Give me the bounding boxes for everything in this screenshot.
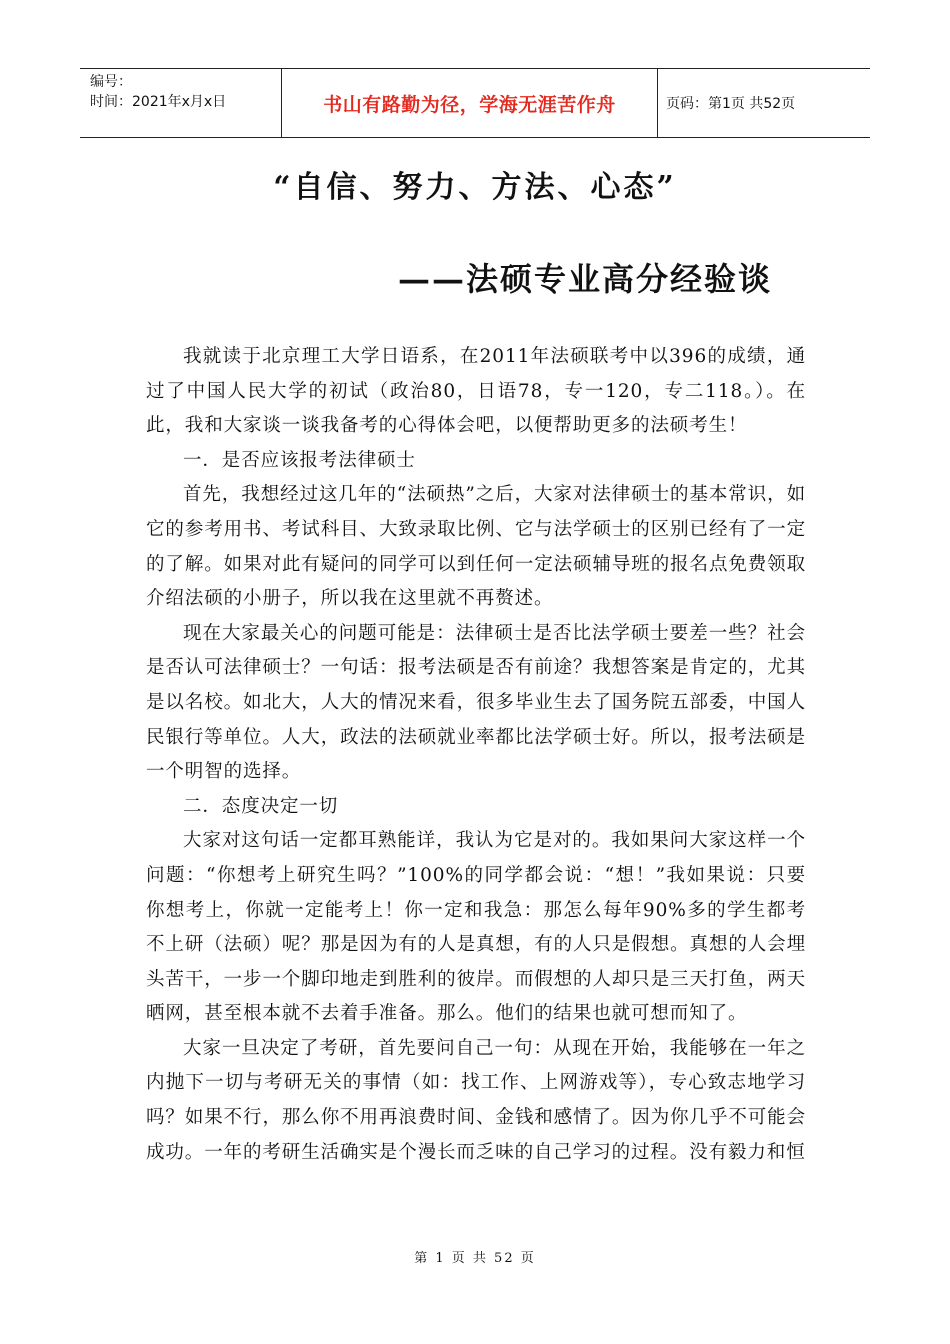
page-subtitle: ——法硕专业高分经验谈 <box>398 260 773 298</box>
paragraph-intro: 我就读于北京理工大学日语系，在2011年法硕联考中以396的成绩，通过了中国人民大学的初试（政治80，日语78，专一120，专二118。）。在此，我和大家谈一谈我备考的心得体会吧，以便帮助更多的法硕考生！ <box>146 346 806 437</box>
section-heading-2: 二．态度决定一切 <box>183 795 339 817</box>
motto: 书山有路勤为径，学海无涯苦作舟 <box>323 93 616 116</box>
page-title: “自信、努力、方法、心态” <box>273 170 677 205</box>
number-label: 编号： <box>90 74 132 90</box>
article-body <box>146 340 806 1170</box>
header-info-cell <box>80 69 282 137</box>
paragraph-2: 现在大家最关心的问题可能是：法律硕士是否比法学硕士要差一些？社会是否认可法律硕士？一句话：报考法硕是否有前途？我想答案是肯定的，尤其是以名校。如北大，人大的情况来看，很多毕业生去了国务院五部委，中国人民银行等单位。人大，政法的法硕就业率都比法学硕士好。所以，报考法硕是一个明智的选择。 <box>146 622 806 783</box>
header-table <box>80 68 870 138</box>
time-label: 时间：2021年x月x日 <box>90 94 227 110</box>
header-motto-cell <box>282 69 658 137</box>
page-code: 页码：第1页 共52页 <box>666 96 796 112</box>
header-page-cell <box>658 69 870 137</box>
paragraph-3: 大家对这句话一定都耳熟能详，我认为它是对的。我如果问大家这样一个问题：“你想考上研究生吗？”100%的同学都会说：“想！”我如果说：只要你想考上，你就一定能考上！你一定和我急：那怎么每年90%多的学生都考不上研（法硕）呢？那是因为有的人是真想，有的人只是假想。真想的人会埋头苦干，一步一个脚印地走到胜利的彼岸。而假想的人却只是三天打鱼，两天晒网，甚至根本就不去着手准备。那么。他们的结果也就可想而知了。 <box>146 830 806 1025</box>
paragraph-1: 首先，我想经过这几年的“法硕热”之后，大家对法律硕士的基本常识，如它的参考用书、考试科目、大致录取比例、它与法学硕士的区别已经有了一定的了解。如果对此有疑问的同学可以到任何一定法硕辅导班的报名点免费领取介绍法硕的小册子，所以我在这里就不再赘述。 <box>146 484 806 610</box>
paragraph-4: 大家一旦决定了考研，首先要问自己一句：从现在开始，我能够在一年之内抛下一切与考研无关的事情（如：找工作、上网游戏等），专心致志地学习吗？如果不行，那么你不用再浪费时间、金钱和感情了。因为你几乎不可能会成功。一年的考研生活确实是个漫长而乏味的自己学习的过程。没有毅力和恒 <box>146 1037 806 1163</box>
section-heading-1: 一．是否应该报考法律硕士 <box>183 449 416 471</box>
page-footer: 第 1 页 共 52 页 <box>414 1251 536 1266</box>
